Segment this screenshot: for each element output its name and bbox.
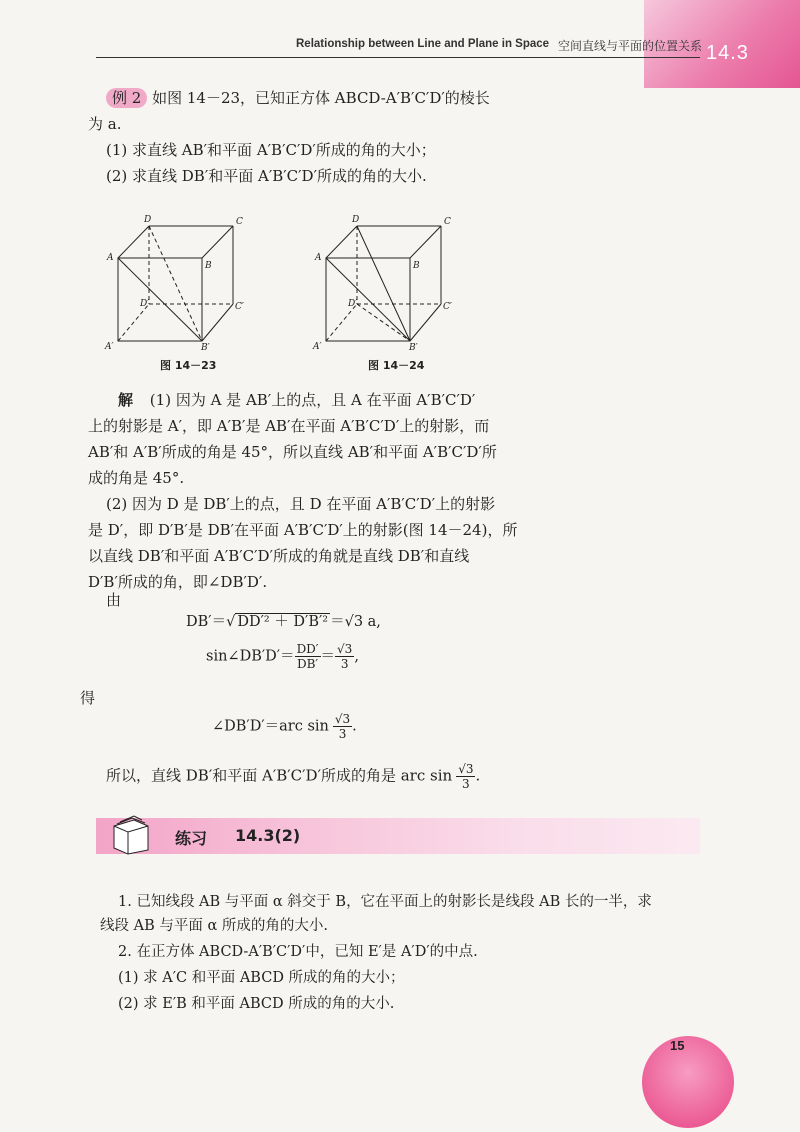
fraction-root3-over-3: $\frac{√3}{3}$: [337, 642, 353, 671]
solution-p1-line-4: 成的角是 45°.: [88, 469, 185, 487]
label-D: D: [144, 215, 152, 225]
example-question-1: (1) 求直线 AB′和平面 A′B′C′D′所成的角的大小；: [106, 141, 436, 159]
section-number: 14.3: [706, 42, 749, 64]
header-english-title: Relationship between Line and Plane in Space: [296, 38, 550, 50]
example-question-2: (2) 求直线 DB′和平面 A′B′C′D′所成的角的大小.: [106, 167, 427, 185]
label-B: B: [205, 261, 212, 271]
label-B-prime: B′: [201, 343, 210, 353]
figure-caption-14-23: 图 14－23: [160, 359, 217, 372]
exercise-1-line-2: 线段 AB 与平面 α 所成的角的大小.: [100, 918, 328, 934]
word-de: 得: [80, 689, 96, 707]
cube-figure-14-23: [102, 208, 252, 353]
book-icon: [108, 812, 154, 856]
equation-angle: ∠DB′D′＝arc sin $\frac{√3}{3}$ .: [212, 712, 357, 741]
exercise-title: 练习: [175, 829, 208, 848]
exercise-2: 2. 在正方体 ABCD-A′B′C′D′中，已知 E′是 A′D′的中点.: [118, 944, 478, 960]
page-number: 15: [670, 1038, 685, 1053]
label-C-prime: C′: [443, 302, 452, 312]
solution-p1-line-2: 上的射影是 A′，即 A′B′是 AB′在平面 A′B′C′D′上的射影，而: [88, 417, 490, 435]
label-D-prime: D′: [348, 299, 358, 309]
header-chinese-title: 空间直线与平面的位置关系: [558, 39, 703, 53]
example-line-2: 为 a.: [88, 115, 122, 133]
solution-conclusion: 所以，直线 DB′和平面 A′B′C′D′所成的角是 arc sin $\frac{√3}{3}$ .: [106, 762, 481, 791]
word-you: 由: [106, 591, 122, 609]
label-A: A: [315, 253, 322, 263]
label-A-prime: A′: [313, 342, 322, 352]
example-badge: 例 2: [106, 88, 147, 108]
exercise-2-question-2: (2) 求 E′B 和平面 ABCD 所成的角的大小.: [118, 996, 395, 1012]
equation-db-prime: DB′＝√ DD′² ＋ D′B′² ＝√3 a,: [186, 614, 381, 630]
solution-p2-line-2: 是 D′，即 D′B′是 DB′在平面 A′B′C′D′上的射影(图 14－24)，所: [88, 521, 518, 539]
cube-figure-14-24: [310, 208, 460, 353]
label-B-prime: B′: [409, 343, 418, 353]
fraction-root3-over-3: $\frac{√3}{3}$: [458, 762, 474, 791]
figure-caption-14-24: 图 14－24: [368, 359, 425, 372]
label-C-prime: C′: [235, 302, 244, 312]
exercise-1-line-1: 1. 已知线段 AB 与平面 α 斜交于 B，它在平面上的射影长是线段 AB 长的一半，求: [118, 894, 652, 910]
label-A: A: [107, 253, 114, 263]
label-A-prime: A′: [105, 342, 114, 352]
radicand: DD′² ＋ D′B′²: [237, 614, 329, 630]
solution-p1-line-3: AB′和 A′B′所成的角是 45°，所以直线 AB′和平面 A′B′C′D′所: [88, 443, 497, 461]
equation-sine: sin∠DB′D′＝ $\frac{DD'}{DB'}$ ＝ $\frac{√3}{3}$ ,: [206, 642, 359, 671]
solution-label: 解: [118, 391, 134, 409]
label-C: C: [444, 217, 451, 227]
label-D: D: [352, 215, 360, 225]
fraction-dd-db: $\frac{DD'}{DB'}$: [296, 642, 319, 671]
exercise-number: 14.3(2): [235, 826, 301, 845]
fraction-root3-over-3: $\frac{√3}{3}$: [334, 712, 351, 741]
solution-p2-line-4: D′B′所成的角，即∠DB′D′.: [88, 573, 268, 591]
header-rule: [96, 57, 700, 58]
label-C: C: [236, 217, 243, 227]
example-line-1: 例 2 如图 14－23，已知正方体 ABCD-A′B′C′D′的棱长: [106, 86, 490, 110]
label-B: B: [413, 261, 420, 271]
solution-p2-line-1: (2) 因为 D 是 DB′上的点，且 D 在平面 A′B′C′D′上的射影: [106, 495, 496, 513]
page-number-dot: [642, 1036, 734, 1128]
exercise-2-question-1: (1) 求 A′C 和平面 ABCD 所成的角的大小；: [118, 970, 405, 986]
solution-p1-line-1: 解 (1) 因为 A 是 AB′上的点，且 A 在平面 A′B′C′D′: [118, 391, 476, 409]
label-D-prime: D′: [140, 299, 150, 309]
solution-p2-line-3: 以直线 DB′和平面 A′B′C′D′所成的角就是直线 DB′和直线: [88, 547, 470, 565]
